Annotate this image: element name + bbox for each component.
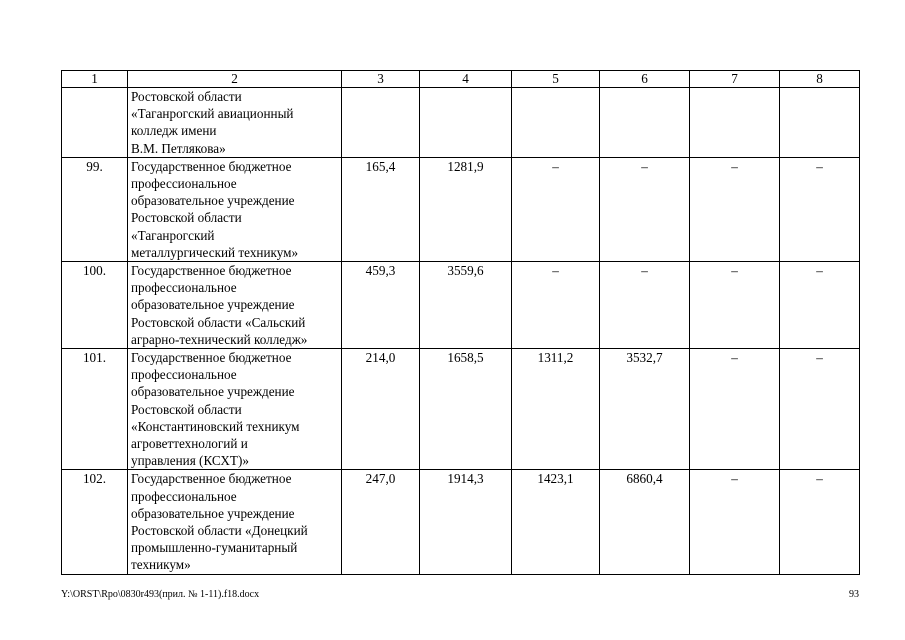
header-row — [62, 71, 860, 88]
value-cell: 6860,4 — [600, 470, 690, 574]
value-cell: – — [512, 262, 600, 349]
table-row — [62, 157, 860, 261]
value-cell: 1281,9 — [420, 157, 512, 261]
row-number: 100. — [62, 262, 128, 349]
row-number — [62, 88, 128, 158]
value-cell: 1423,1 — [512, 470, 600, 574]
value-cell: 3559,6 — [420, 262, 512, 349]
institution-name: Государственное бюджетное профессиональное образовательное учреждение Ростовской области «Донецкий промышленно-гуманитарный техникум» — [128, 470, 342, 574]
value-cell: 247,0 — [342, 470, 420, 574]
value-cell: – — [690, 262, 780, 349]
institution-name: Государственное бюджетное профессиональное образовательное учреждение Ростовской области «Сальский аграрно-технический колледж» — [128, 262, 342, 349]
value-cell: 1914,3 — [420, 470, 512, 574]
header-cell: 8 — [780, 71, 860, 88]
value-cell: 214,0 — [342, 349, 420, 470]
value-cell: – — [780, 262, 860, 349]
value-cell: – — [512, 157, 600, 261]
value-cell: 3532,7 — [600, 349, 690, 470]
institution-name: Государственное бюджетное профессиональное образовательное учреждение Ростовской области «Константиновский техникум агроветтехнологий и управления (КСХТ)» — [128, 349, 342, 470]
header-cell: 1 — [62, 71, 128, 88]
value-cell: – — [780, 470, 860, 574]
row-number: 102. — [62, 470, 128, 574]
value-cell: – — [600, 157, 690, 261]
value-cell: 165,4 — [342, 157, 420, 261]
value-cell: 459,3 — [342, 262, 420, 349]
value-cell: 1311,2 — [512, 349, 600, 470]
row-number: 101. — [62, 349, 128, 470]
table-row — [62, 88, 860, 158]
institution-name: Ростовской области «Таганрогский авиационный колледж имени В.М. Петлякова» — [128, 88, 342, 158]
data-table — [61, 70, 860, 575]
footer-file-path: Y:\ORST\Rpo\0830r493(прил. № 1-11).f18.docx — [61, 589, 260, 600]
table-row — [62, 349, 860, 470]
value-cell — [342, 88, 420, 158]
header-cell: 7 — [690, 71, 780, 88]
value-cell: – — [690, 349, 780, 470]
value-cell — [512, 88, 600, 158]
institution-name: Государственное бюджетное профессиональное образовательное учреждение Ростовской области «Таганрогский металлургический техникум» — [128, 157, 342, 261]
value-cell: – — [690, 470, 780, 574]
value-cell — [600, 88, 690, 158]
value-cell: 1658,5 — [420, 349, 512, 470]
header-cell: 3 — [342, 71, 420, 88]
value-cell: – — [780, 157, 860, 261]
value-cell — [420, 88, 512, 158]
row-number: 99. — [62, 157, 128, 261]
table-row — [62, 470, 860, 574]
value-cell: – — [690, 157, 780, 261]
footer-page-number: 93 — [849, 589, 859, 600]
header-cell: 5 — [512, 71, 600, 88]
header-cell: 4 — [420, 71, 512, 88]
table-row — [62, 262, 860, 349]
value-cell: – — [600, 262, 690, 349]
header-cell: 2 — [128, 71, 342, 88]
header-cell: 6 — [600, 71, 690, 88]
value-cell — [690, 88, 780, 158]
value-cell — [780, 88, 860, 158]
value-cell: – — [780, 349, 860, 470]
